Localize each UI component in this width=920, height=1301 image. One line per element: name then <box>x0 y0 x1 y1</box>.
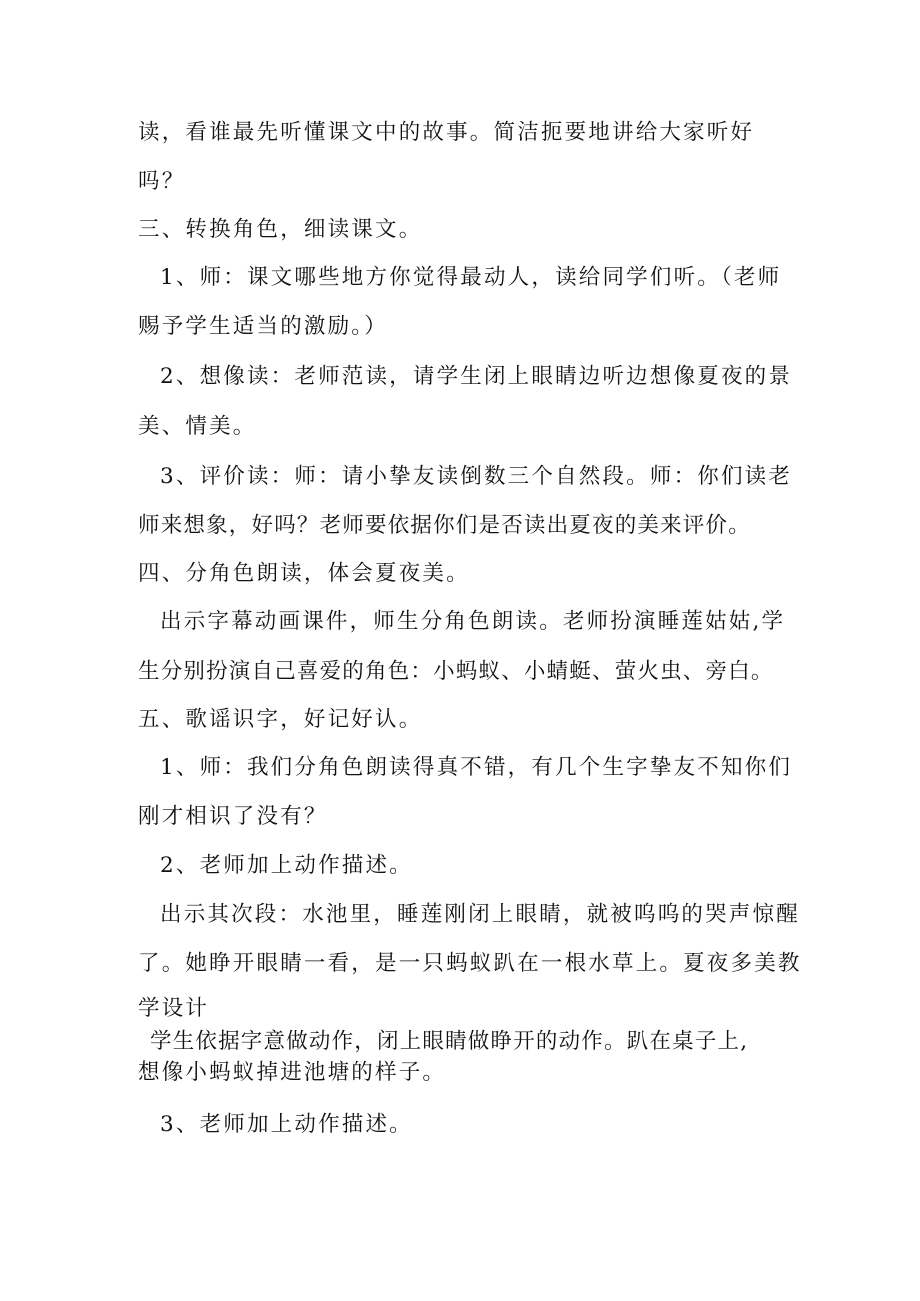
text-line: 了。她睁开眼睛一看，是一只蚂蚁趴在一根水草上。夏夜多美教 <box>138 951 802 976</box>
text-line: 出示其次段：水池里，睡莲刚闭上眼睛，就被呜呜的哭声惊醒 <box>160 902 800 927</box>
text-line: 1、师：课文哪些地方你觉得最动人，读给同学们听。（老师 <box>160 265 782 290</box>
text-line: 师来想象，好吗？老师要依据你们是否读出夏夜的美来评价。 <box>138 513 751 538</box>
text-line: 1、师：我们分角色朗读得真不错，有几个生字挚友不知你们 <box>160 755 793 780</box>
text-line: 2、想像读：老师范读，请学生闭上眼睛边听边想像夏夜的景 <box>160 364 793 389</box>
text-line: 生分别扮演自己喜爱的角色：小蚂蚁、小蜻蜓、萤火虫、旁白。 <box>138 659 774 684</box>
section-heading: 三、转换角色，细读课文。 <box>138 217 423 242</box>
text-line: 想像小蚂蚁掉进池塘的样子。 <box>138 1060 447 1085</box>
text-line: 刚才相识了没有？ <box>138 804 328 829</box>
text-line: 读，看谁最先听懂课文中的故事。简洁扼要地讲给大家听好 <box>138 120 755 145</box>
text-line: 出示字幕动画课件，师生分角色朗读。老师扮演睡莲姑姑,学 <box>160 609 786 634</box>
text-line: 3、评价读：师：请小挚友读倒数三个自然段。师：你们读老 <box>160 464 793 489</box>
section-heading: 四、分角色朗读，体会夏夜美。 <box>138 561 470 586</box>
text-line: 2、老师加上动作描述。 <box>160 853 413 878</box>
text-line: 吗？ <box>138 169 186 194</box>
section-heading: 五、歌谣识字，好记好认。 <box>138 707 423 732</box>
text-line: 美、情美。 <box>138 414 257 439</box>
text-line: 赐予学生适当的激励。） <box>138 314 388 339</box>
text-line: 3、老师加上动作描述。 <box>160 1112 413 1137</box>
text-line: 学生依据字意做动作，闭上眼睛做睁开的动作。趴在桌子上, <box>150 1029 749 1054</box>
text-line: 学设计 <box>138 996 210 1021</box>
